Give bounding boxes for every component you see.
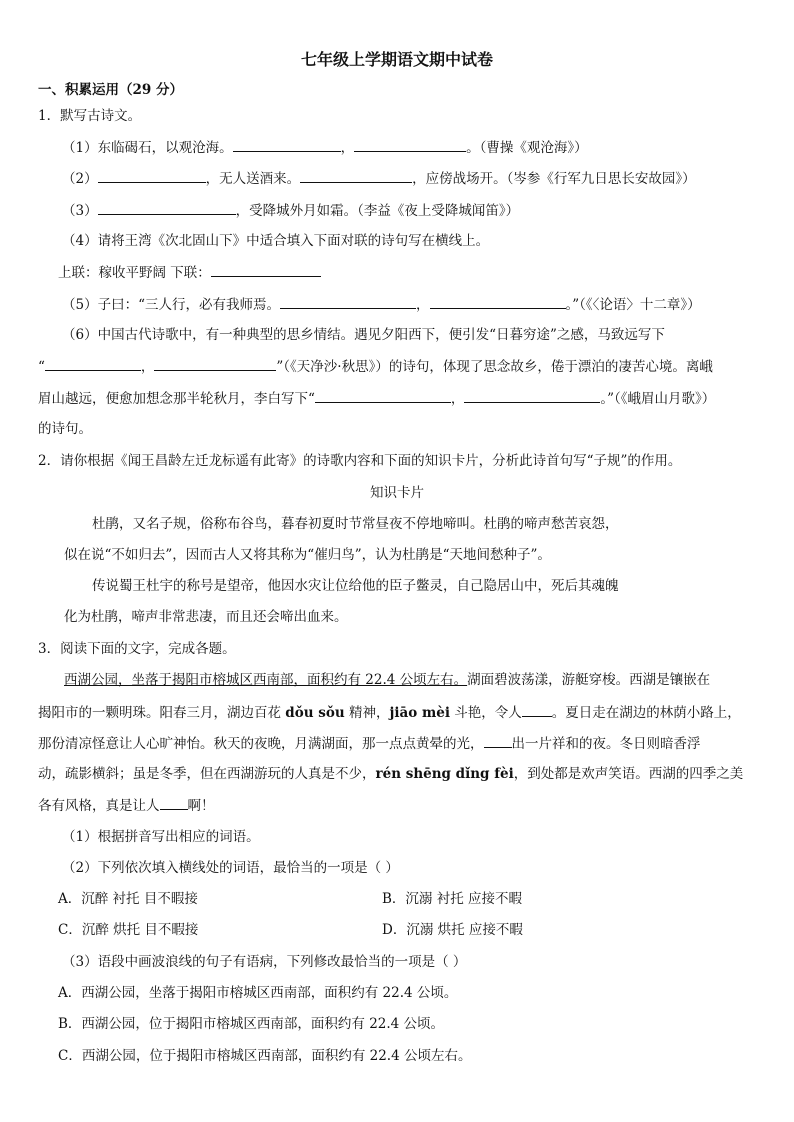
option-b[interactable]: B．西湖公园，位于揭阳市榕城区西南部，面积约有 22.4 公顷。 (58, 1016, 445, 1032)
answer-blank[interactable] (160, 795, 188, 810)
q1-item-4-couplet (58, 262, 321, 283)
answer-blank[interactable] (280, 294, 416, 309)
option-c[interactable]: C．西湖公园，位于揭阳市榕城区西南部，面积约有 22.4 公顷左右。 (58, 1048, 472, 1064)
text: 。（曹操《观沧海》） (466, 140, 588, 156)
text: ， (450, 391, 465, 407)
text: 上联：稼收平野阔 下联： (58, 265, 211, 281)
text: 揭阳市的一颗明珠。阳春三月，湖边百花 (38, 705, 286, 721)
text: 湖面碧波荡漾，游艇穿梭。西湖是镶嵌在 (467, 672, 711, 688)
text: 。”（《峨眉山月歌》） (600, 391, 716, 407)
knowledge-card-line-2: 似在说“不如归去”，因而古人又将其称为“催归鸟”，认为杜鹃是“天地间愁种子”。 (64, 547, 551, 563)
passage-line-5 (38, 795, 215, 816)
answer-blank[interactable] (430, 294, 566, 309)
text: 。”（《〈论语〉十二章》） (565, 297, 701, 313)
text: ， (416, 297, 430, 313)
text: 眉山越远，便愈加想念那半轮秋月，李白写下“ (38, 391, 315, 407)
option-d[interactable]: D．沉溺 烘托 应接不暇 (382, 922, 523, 938)
answer-blank[interactable] (98, 200, 236, 215)
question-3-heading: 3．阅读下面的文字，完成各题。 (38, 641, 236, 657)
knowledge-card-line-1: 杜鹃，又名子规，俗称布谷鸟，暮春初夏时节常昼夜不停地啼叫。杜鹃的啼声愁苦哀怨， (92, 516, 619, 532)
q1-item-6-line-1: （6）中国古代诗歌中，有一种典型的思乡情结。遇见夕阳西下，便引发“日暮穷途”之感，马致远写下 (62, 327, 665, 343)
text: ，应傍战场开。（岑参《行军九日思长安故园》） (412, 171, 696, 187)
option-a[interactable]: A．西湖公园，坐落于揭阳市榕城区西南部，面积约有 22.4 公顷。 (58, 985, 458, 1001)
text: （3） (62, 203, 98, 219)
text: （5）子曰：“三人行，必有我师焉。 (62, 297, 280, 313)
pinyin: jiāo mèi (389, 705, 450, 721)
text: 啊！ (187, 798, 215, 814)
answer-blank[interactable] (45, 356, 141, 371)
passage-line-4 (38, 764, 743, 784)
q1-item-2 (62, 168, 696, 189)
text: 各有风格，真是让人 (38, 798, 160, 814)
answer-blank[interactable] (300, 168, 412, 183)
answer-blank[interactable] (233, 137, 341, 152)
knowledge-card-title: 知识卡片 (370, 485, 424, 501)
wavy-underlined-sentence: 西湖公园，坐落于揭阳市榕城区西南部，面积约有 22.4 公顷左右。 (64, 672, 468, 688)
option-c[interactable]: C．沉醉 烘托 目不暇接 (58, 922, 199, 938)
option-b[interactable]: B．沉溺 衬托 应接不暇 (382, 891, 523, 907)
q1-item-4: （4）请将王湾《次北固山下》中适合填入下面对联的诗句写在横线上。 (62, 233, 490, 249)
q3-sub-3: （3）语段中画波浪线的句子有语病，下列修改最恰当的一项是（ ） (62, 954, 467, 970)
answer-blank[interactable] (211, 262, 321, 277)
q1-item-5 (62, 294, 701, 315)
q3-sub-2: （2）下列依次填入横线处的词语，最恰当的一项是（ ） (62, 860, 399, 876)
text: （2） (62, 171, 98, 187)
text: ， (140, 359, 155, 375)
knowledge-card-line-4: 化为杜鹃，啼声非常悲凄，而且还会啼出血来。 (64, 609, 348, 625)
text: ，到处都是欢声笑语。西湖的四季之美 (513, 766, 744, 782)
q1-item-6-line-3 (38, 388, 715, 409)
q1-item-6-line-2 (38, 356, 713, 377)
q1-item-1 (62, 137, 588, 158)
knowledge-card-line-3: 传说蜀王杜宇的称号是望帝，他因水灾让位给他的臣子鳖灵，自己隐居山中，死后其魂魄 (92, 578, 619, 594)
answer-blank[interactable] (354, 137, 466, 152)
pinyin: dǒu sǒu (285, 705, 345, 721)
q1-item-6-line-4: 的诗句。 (38, 421, 92, 437)
passage-line-1 (64, 670, 710, 690)
answer-blank[interactable] (484, 733, 512, 748)
text: ， (340, 140, 355, 156)
text: 动，疏影横斜；虽是冬季，但在西湖游玩的人真是不少， (38, 766, 376, 782)
text: 。夏日走在湖边的林荫小路上， (551, 705, 741, 721)
answer-blank[interactable] (98, 168, 206, 183)
text: 斗艳，令人 (449, 705, 522, 721)
text: “ (38, 359, 45, 375)
text: ，受降城外月如霜。（李益《夜上受降城闻笛》） (235, 203, 520, 219)
text: 出一片祥和的夜。冬日则暗香浮 (511, 736, 701, 752)
passage-line-3 (38, 733, 701, 754)
q3-sub-1: （1）根据拼音写出相应的词语。 (62, 829, 260, 845)
answer-blank[interactable] (315, 388, 451, 403)
text: ，无人送酒来。 (205, 171, 301, 187)
passage-line-2 (38, 702, 741, 723)
question-2-heading: 2．请你根据《闻王昌龄左迁龙标遥有此寄》的诗歌内容和下面的知识卡片，分析此诗首句写“子规”的作用。 (38, 453, 682, 469)
text: 精神， (344, 705, 390, 721)
pinyin: rén shēng dǐng fèi (375, 766, 514, 782)
option-a[interactable]: A．沉醉 衬托 目不暇接 (58, 891, 198, 907)
page-title: 七年级上学期语文期中试卷 (300, 50, 493, 69)
question-1-heading: 1．默写古诗文。 (38, 108, 142, 124)
text: 那份清凉怪意让人心旷神怡。秋天的夜晚，月满湖面，那一点点黄晕的光， (38, 736, 484, 752)
section-heading: 一、积累运用（29 分） (38, 82, 183, 98)
answer-blank[interactable] (522, 702, 552, 717)
text: ”（《天净沙·秋思》）的诗句，体现了思念故乡，倦于漂泊的凄苦心境。离峨 (276, 359, 713, 375)
answer-blank[interactable] (464, 388, 600, 403)
q1-item-3 (62, 200, 519, 221)
text: （1）东临碣石，以观沧海。 (62, 140, 233, 156)
answer-blank[interactable] (154, 356, 276, 371)
